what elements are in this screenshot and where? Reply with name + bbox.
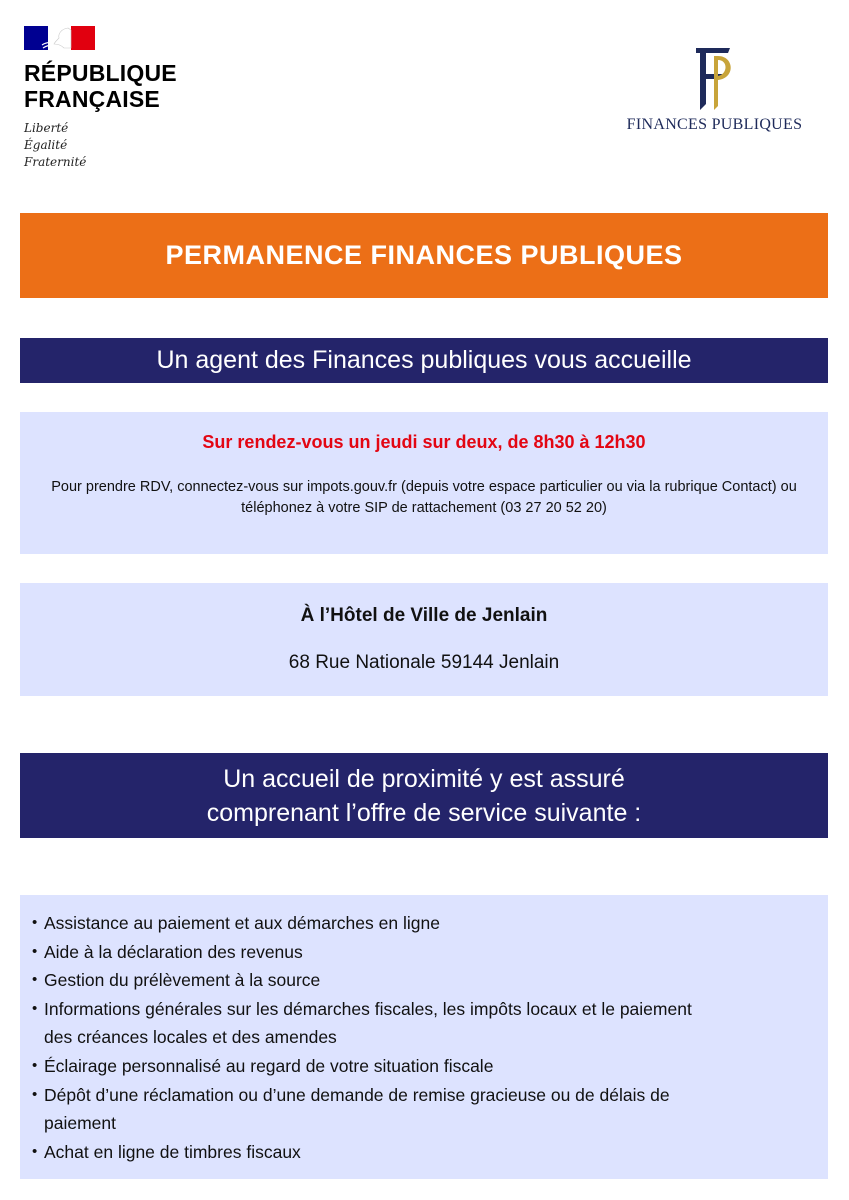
appointment-instructions: Pour prendre RDV, connectez-vous sur impots.gouv.fr (depuis votre espace particulier ou via la rubrique Contact) ou téléphonez à votre SIP de rattachement (03 27 20 52 20) <box>51 479 797 516</box>
subtitle-banner: Un agent des Finances publiques vous accueille <box>20 338 828 383</box>
appointment-schedule: Sur rendez-vous un jeudi sur deux, de 8h30 à 12h30 <box>202 432 646 452</box>
republic-name-line1: RÉPUBLIQUE <box>24 60 177 86</box>
republique-francaise-logo <box>24 26 177 171</box>
marianne-flag-icon <box>24 26 95 50</box>
services-heading-line1: Un accueil de proximité y est assuré <box>223 764 625 793</box>
motto-egalite: Égalité <box>24 138 68 152</box>
location-address: 68 Rue Nationale 59144 Jenlain <box>288 652 560 673</box>
fp-logo-text: FINANCES PUBLIQUES <box>626 116 803 133</box>
services-panel <box>20 895 828 1179</box>
page-title: PERMANENCE FINANCES PUBLIQUES <box>20 213 828 298</box>
motto-fraternite: Fraternité <box>24 155 87 169</box>
services-heading-line2: comprenant l’offre de service suivante : <box>206 798 642 827</box>
service-item: • Gestion du prélèvement à la source <box>32 966 724 995</box>
fp-monogram-icon <box>692 44 738 114</box>
location-place: À l’Hôtel de Ville de Jenlain <box>300 605 548 626</box>
location-panel <box>20 583 828 696</box>
service-item: • Informations générales sur les démarches fiscales, les impôts locaux et le paiement des créances locales et des amendes <box>32 995 724 1052</box>
service-item: • Dépôt d’une réclamation ou d’une demande de remise gracieuse ou de délais de paiement <box>32 1081 724 1138</box>
motto-liberte: Liberté <box>24 121 69 135</box>
appointment-panel <box>20 412 828 554</box>
services-list <box>32 909 828 1166</box>
republic-name-line2: FRANÇAISE <box>24 86 160 112</box>
service-item: • Achat en ligne de timbres fiscaux <box>32 1138 724 1167</box>
service-item: • Éclairage personnalisé au regard de votre situation fiscale <box>32 1052 724 1081</box>
services-heading-banner <box>20 753 828 838</box>
finances-publiques-logo <box>612 44 817 134</box>
service-item: • Assistance au paiement et aux démarches en ligne <box>32 909 724 938</box>
service-item: • Aide à la déclaration des revenus <box>32 938 724 967</box>
republic-motto <box>24 120 177 171</box>
